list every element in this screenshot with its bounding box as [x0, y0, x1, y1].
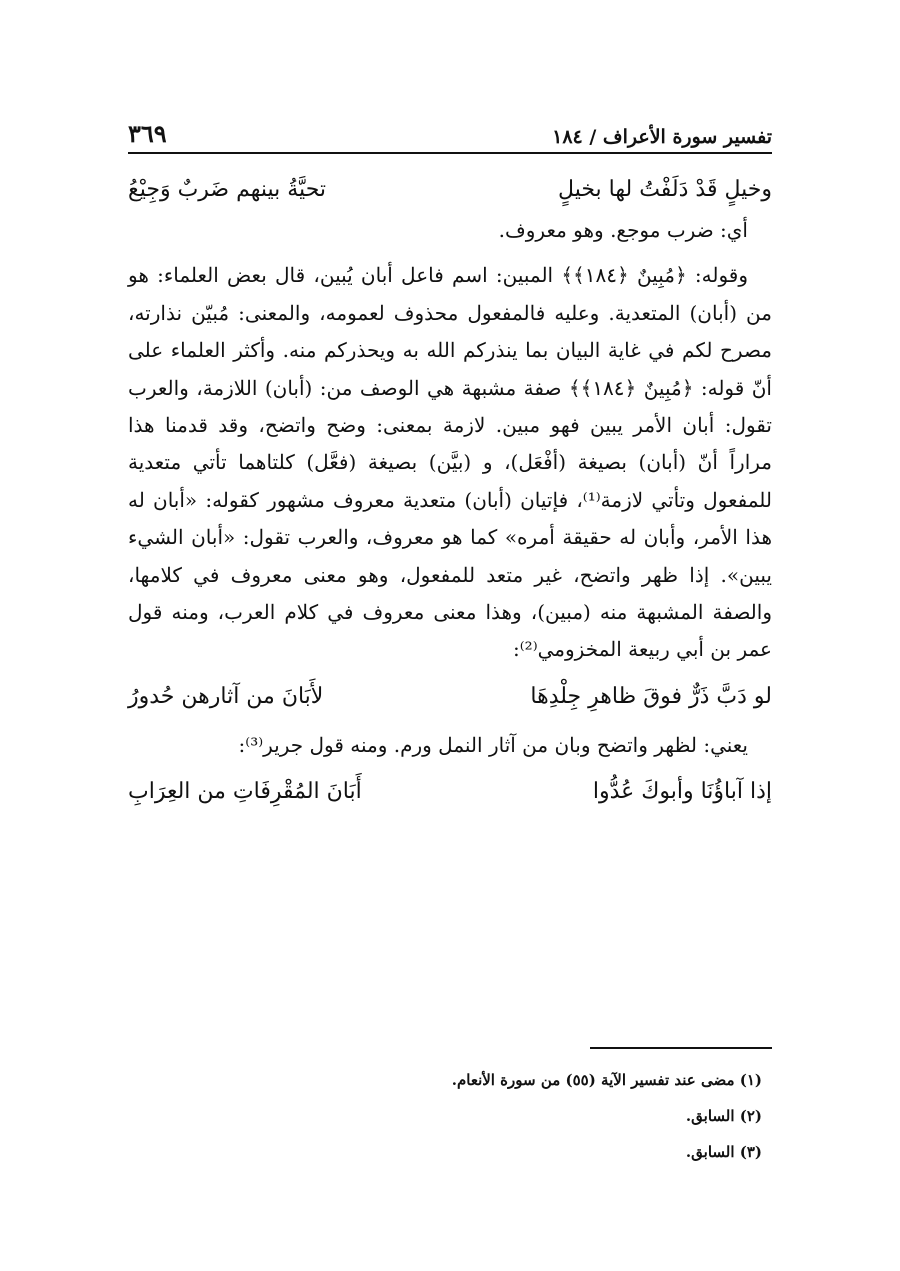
poem-verse-1: [128, 170, 772, 212]
book-page: [128, 0, 772, 1271]
poem-verse-2: [128, 677, 772, 719]
paragraph-meaning: أي: ضرب موجع. وهو معروف.: [498, 218, 748, 242]
verse-3-first-hemistich: إذا آباؤُنَا وأبوكَ عُدُّوا: [592, 779, 772, 805]
footnote-2: (٢) السابق.: [685, 1107, 762, 1125]
verse-1-second-hemistich: تحيَّةُ بينهم ضَربٌ وَجِيْعُ: [128, 177, 327, 202]
verse-3-second-hemistich: أَبَانَ المُقْرِفَاتِ من العِرَابِ: [128, 779, 362, 805]
verse-1-first-hemistich: وخيلٍ قَدْ دَلَفْتُ لها بخيلٍ: [558, 177, 772, 202]
footnotes: [128, 1062, 772, 1170]
paragraph-mubin-commentary: وقوله: ﴿مُبِينٌ ﴿١٨٤﴾﴾ المبين: اسم فاعل أبان يُبين، قال بعض العلماء: هو من (أبان) المتعدية. وعليه فالمفعول محذوف لعمومه، والمعنى: مُبيّن نذارته، مصرح لكم في غاية البيان بما ينذركم الله به ويحذركم منه. وأكثر العلماء على أنّ قوله: ﴿مُبِينٌ ﴿١٨٤﴾﴾ صفة مشبهة هي الوصف من: (أبان) اللازمة، والعرب تقول: أبان الأمر يبين فهو مبين. لازمة بمعنى: وضح واتضح، وقد قدمنا هذا مراراً أنّ (أبان) بصيغة (أفْعَل)، و (بيَّن) بصيغة (فعَّل) كلتاهما تأتي متعدية للمفعول وتأتي لازمة⁽¹⁾، فإتيان (أبان) متعدية معروف مشهور كقوله: «أبان له هذا الأمر، وأبان له حقيقة أمره» كما هو معروف، والعرب تقول: «أبان الشيء يبين». إذا ظهر واتضح، غير متعد للمفعول، وهو معنى معروف في كلامها، والصفة المشبهة منه (مبين)، وهذا معنى معروف في كلام العرب، ومنه قول عمر بن أبي ربيعة المخزومي⁽²⁾:: [128, 263, 772, 662]
poem-verse-3: [128, 772, 772, 814]
page-number: ٣٦٩: [128, 119, 167, 148]
footnote-3: (٣) السابق.: [685, 1143, 762, 1161]
page-header: [128, 114, 772, 154]
verse-2-first-hemistich: لو دَبَّ ذَرٌّ فوقَ ظاهرِ جِلْدِهَا: [530, 683, 772, 709]
footnote-separator: [590, 1047, 772, 1049]
paragraph-jarir: يعني: لظهر واتضح وبان من آثار النمل ورم. ومنه قول جرير⁽³⁾:: [238, 732, 748, 757]
verse-2-second-hemistich: لأَبَانَ من آثارهن حُدورُ: [128, 683, 324, 709]
page-body: [128, 170, 772, 814]
footnote-1: (١) مضى عند تفسير الآية (٥٥) من سورة الأنعام.: [451, 1071, 762, 1089]
running-title: تفسير سورة الأعراف / ١٨٤: [552, 126, 772, 148]
